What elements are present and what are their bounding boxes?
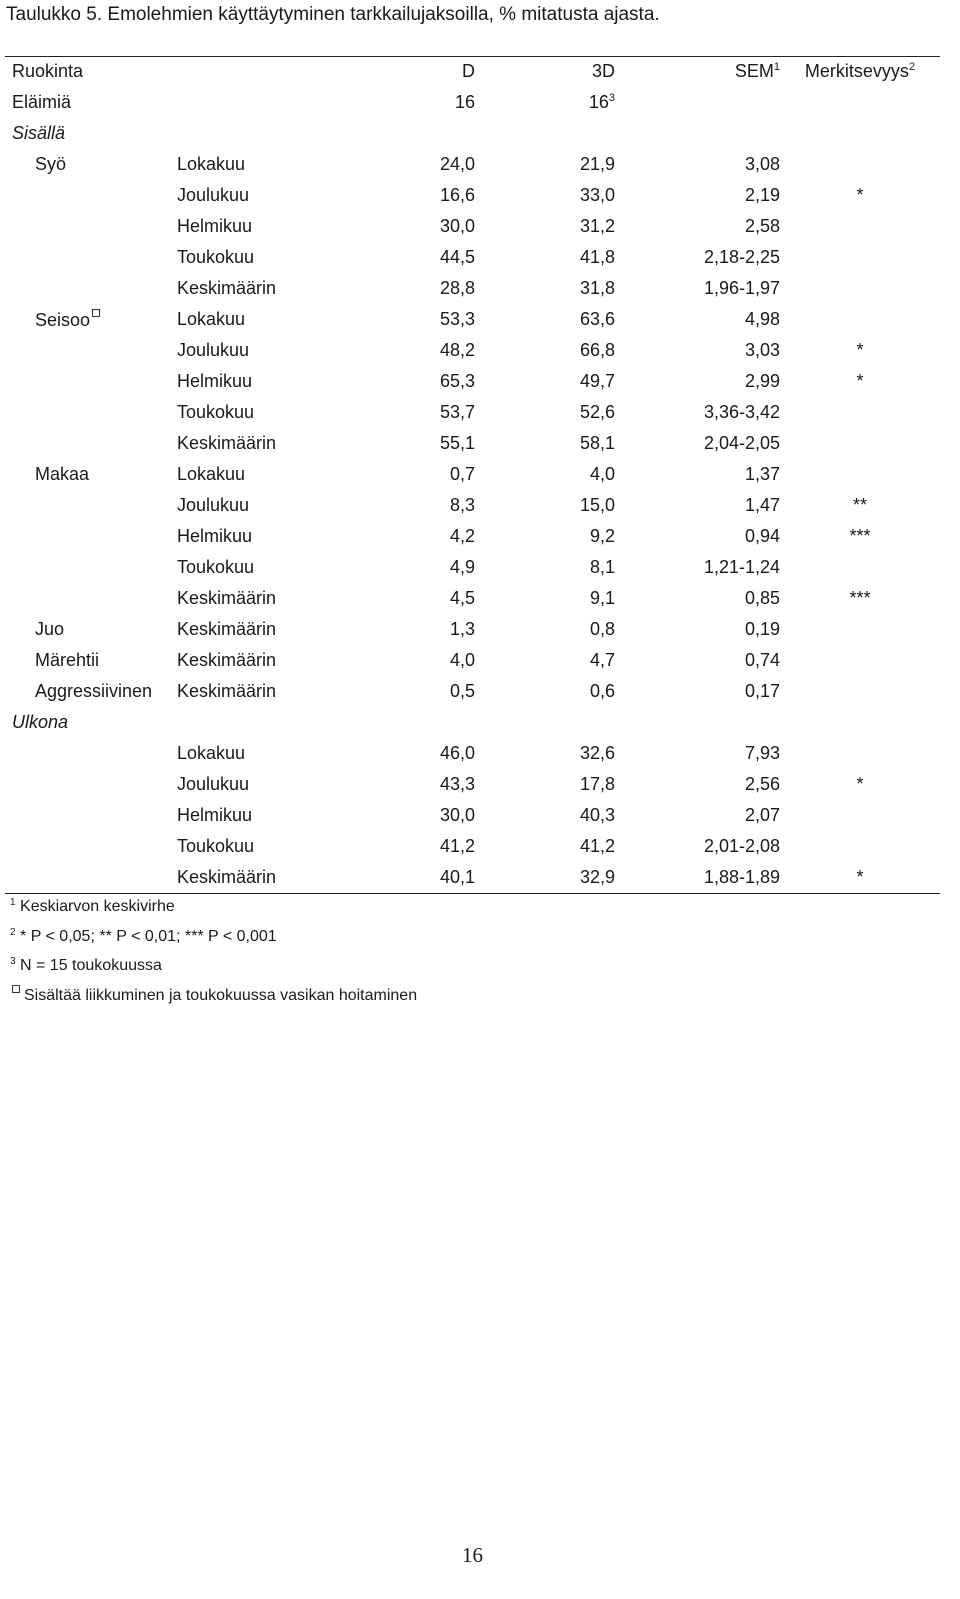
3d-value: 21,9 xyxy=(579,154,615,174)
3d-value: 52,6 xyxy=(579,402,615,422)
significance-value xyxy=(780,645,940,676)
3d-value: 4,0 xyxy=(589,464,615,484)
header-ruokinta: Ruokinta xyxy=(12,61,84,81)
3d-value: 8,1 xyxy=(589,557,615,577)
month-cell: Lokakuu xyxy=(177,154,246,174)
d-value: 46,0 xyxy=(439,743,475,763)
d-value: 4,9 xyxy=(449,557,475,577)
sem-value: 2,01-2,08 xyxy=(703,836,780,856)
table-row xyxy=(5,552,940,583)
3d-value: 31,2 xyxy=(579,216,615,236)
table-row xyxy=(5,149,940,180)
d-value: 48,2 xyxy=(439,340,475,360)
sem-value: 3,36-3,42 xyxy=(703,402,780,422)
significance-value xyxy=(780,800,940,831)
significance-value: ** xyxy=(852,495,867,515)
d-value: 41,2 xyxy=(439,836,475,856)
table-row xyxy=(5,645,940,676)
month-cell: Toukokuu xyxy=(177,247,255,267)
behaviour-empty xyxy=(5,862,177,893)
3d-value: 9,1 xyxy=(589,588,615,608)
significance-value xyxy=(780,211,940,242)
significance-value xyxy=(780,676,940,707)
behaviour-empty xyxy=(5,738,177,769)
3d-value: 33,0 xyxy=(579,185,615,205)
behaviour-empty xyxy=(5,490,177,521)
sem-value: 1,96-1,97 xyxy=(703,278,780,298)
table-row xyxy=(5,180,940,211)
page-number: 16 xyxy=(462,1543,483,1567)
section-inside-label: Sisällä xyxy=(12,123,66,143)
3d-value: 41,8 xyxy=(579,247,615,267)
sem-value: 0,74 xyxy=(744,650,780,670)
d-value: 43,3 xyxy=(439,774,475,794)
month-cell: Helmikuu xyxy=(177,216,253,236)
section-outside-row xyxy=(5,707,940,738)
footnote-text: * P < 0,05; ** P < 0,01; *** P < 0,001 xyxy=(20,928,277,945)
significance-value xyxy=(780,459,940,490)
sem-value: 1,47 xyxy=(744,495,780,515)
sem-value: 7,93 xyxy=(744,743,780,763)
table-bottom-rule xyxy=(5,893,940,894)
table-row xyxy=(5,676,940,707)
d-value: 16,6 xyxy=(439,185,475,205)
table-row xyxy=(5,366,940,397)
month-cell: Helmikuu xyxy=(177,805,253,825)
month-cell: Keskimäärin xyxy=(177,278,277,298)
behaviour-empty xyxy=(5,769,177,800)
month-cell: Toukokuu xyxy=(177,836,255,856)
footnote-text: N = 15 toukokuussa xyxy=(20,957,162,974)
d-value: 55,1 xyxy=(439,433,475,453)
month-cell: Joulukuu xyxy=(177,340,250,360)
significance-value xyxy=(780,428,940,459)
sem-value: 2,56 xyxy=(744,774,780,794)
table-caption: Taulukko 5. Emolehmien käyttäytyminen tarkkailujaksoilla, % mitatusta ajasta. xyxy=(6,4,660,25)
sem-value: 2,19 xyxy=(744,185,780,205)
significance-value: * xyxy=(856,371,864,391)
behaviour-empty xyxy=(5,521,177,552)
behaviour-table xyxy=(5,56,940,893)
header-merkitsevyys: Merkitsevyys$^2$ xyxy=(804,61,916,81)
animals-3d: $16^3$ xyxy=(588,92,615,112)
3d-value: 17,8 xyxy=(579,774,615,794)
section-outside-label: Ulkona xyxy=(12,712,69,732)
behaviour-label: Aggressiivinen xyxy=(35,681,153,701)
sem-value: 2,18-2,25 xyxy=(703,247,780,267)
sem-value: 3,03 xyxy=(744,340,780,360)
sem-value: 2,04-2,05 xyxy=(703,433,780,453)
3d-value: 4,7 xyxy=(589,650,615,670)
3d-value: 32,6 xyxy=(579,743,615,763)
behaviour-empty xyxy=(5,180,177,211)
footnote-number: 2 xyxy=(10,927,16,938)
behaviour-label: Juo xyxy=(35,619,65,639)
animals-d: 16 xyxy=(454,92,475,112)
sem-value: 2,58 xyxy=(744,216,780,236)
sem-value: 2,07 xyxy=(744,805,780,825)
d-value: 1,3 xyxy=(449,619,475,639)
d-value: 0,7 xyxy=(449,464,475,484)
sem-value: 0,17 xyxy=(744,681,780,701)
d-value: 65,3 xyxy=(439,371,475,391)
month-cell: Keskimäärin xyxy=(177,650,277,670)
month-cell: Joulukuu xyxy=(177,495,250,515)
footnote xyxy=(10,985,417,1006)
d-value: 24,0 xyxy=(439,154,475,174)
behaviour-empty xyxy=(5,335,177,366)
footnote-text: Sisältää liikkuminen ja toukokuussa vasikan hoitaminen xyxy=(24,987,418,1004)
behaviour-label: Märehtii xyxy=(35,650,100,670)
sem-value: 4,98 xyxy=(744,309,780,329)
3d-value: 32,9 xyxy=(579,867,615,887)
d-value: 4,5 xyxy=(449,588,475,608)
sem-value: 0,94 xyxy=(744,526,780,546)
table-row xyxy=(5,304,940,335)
behaviour-label: Syö xyxy=(35,154,67,174)
table-row xyxy=(5,490,940,521)
month-cell: Keskimäärin xyxy=(177,681,277,701)
animals-label: Eläimiä xyxy=(12,92,72,112)
table-row xyxy=(5,335,940,366)
d-value: 44,5 xyxy=(439,247,475,267)
table-row xyxy=(5,862,940,893)
table-row xyxy=(5,769,940,800)
behaviour-empty xyxy=(5,211,177,242)
header-3d: 3D xyxy=(591,61,615,81)
significance-value xyxy=(780,552,940,583)
table-row xyxy=(5,273,940,304)
month-cell: Keskimäärin xyxy=(177,588,277,608)
behaviour-empty xyxy=(5,242,177,273)
behaviour-label: Seisoo xyxy=(5,304,177,335)
table-row xyxy=(5,242,940,273)
sem-value: 0,85 xyxy=(744,588,780,608)
3d-value: 49,7 xyxy=(579,371,615,391)
sem-value: 0,19 xyxy=(744,619,780,639)
table-row xyxy=(5,397,940,428)
behaviour-empty xyxy=(5,366,177,397)
3d-value: 31,8 xyxy=(579,278,615,298)
month-cell: Helmikuu xyxy=(177,371,253,391)
behaviour-empty xyxy=(5,273,177,304)
footnote xyxy=(10,956,162,976)
significance-value: * xyxy=(856,774,864,794)
significance-value xyxy=(780,149,940,180)
significance-value: * xyxy=(856,867,864,887)
table-row xyxy=(5,800,940,831)
sem-value: 2,99 xyxy=(744,371,780,391)
d-value: 28,8 xyxy=(439,278,475,298)
footnote-text: Keskiarvon keskivirhe xyxy=(20,898,175,915)
month-cell: Lokakuu xyxy=(177,464,246,484)
d-value: 30,0 xyxy=(439,805,475,825)
animals-row xyxy=(5,87,940,118)
section-inside-row xyxy=(5,118,940,149)
3d-value: 9,2 xyxy=(589,526,615,546)
behaviour-label: Makaa xyxy=(35,464,90,484)
significance-value xyxy=(780,273,940,304)
behaviour-empty xyxy=(5,552,177,583)
d-value: 53,3 xyxy=(439,309,475,329)
3d-value: 41,2 xyxy=(579,836,615,856)
table-row xyxy=(5,583,940,614)
d-value: 0,5 xyxy=(449,681,475,701)
footnote-number: 3 xyxy=(10,956,16,967)
month-cell: Keskimäärin xyxy=(177,619,277,639)
table-row xyxy=(5,831,940,862)
table-row xyxy=(5,428,940,459)
3d-value: 40,3 xyxy=(579,805,615,825)
behaviour-empty xyxy=(5,583,177,614)
behaviour-empty xyxy=(5,397,177,428)
month-cell: Joulukuu xyxy=(177,185,250,205)
d-value: 30,0 xyxy=(439,216,475,236)
significance-value xyxy=(780,614,940,645)
month-cell: Lokakuu xyxy=(177,309,246,329)
header-sem: SEM$^1$ xyxy=(734,61,780,81)
sem-value: 1,21-1,24 xyxy=(703,557,780,577)
significance-value xyxy=(780,831,940,862)
behaviour-empty xyxy=(5,428,177,459)
footnote xyxy=(10,927,277,947)
header-row xyxy=(5,56,940,87)
d-value: 4,2 xyxy=(449,526,475,546)
sem-value: 3,08 xyxy=(744,154,780,174)
d-value: 53,7 xyxy=(439,402,475,422)
footnote xyxy=(10,897,175,917)
table-row xyxy=(5,211,940,242)
month-cell: Joulukuu xyxy=(177,774,250,794)
table-row xyxy=(5,459,940,490)
significance-value: * xyxy=(856,185,864,205)
significance-value: *** xyxy=(849,588,871,608)
d-value: 40,1 xyxy=(439,867,475,887)
3d-value: 0,6 xyxy=(589,681,615,701)
month-cell: Helmikuu xyxy=(177,526,253,546)
significance-value xyxy=(780,738,940,769)
month-cell: Lokakuu xyxy=(177,743,246,763)
3d-value: 0,8 xyxy=(589,619,615,639)
header-d: D xyxy=(462,61,475,81)
d-value: 8,3 xyxy=(449,495,475,515)
footnote-marker-icon xyxy=(92,309,100,317)
significance-value: *** xyxy=(849,526,871,546)
behaviour-empty xyxy=(5,831,177,862)
sem-value: 1,88-1,89 xyxy=(703,867,780,887)
month-cell: Toukokuu xyxy=(177,402,255,422)
3d-value: 63,6 xyxy=(579,309,615,329)
month-cell: Toukokuu xyxy=(177,557,255,577)
significance-value: * xyxy=(856,340,864,360)
sem-value: 1,37 xyxy=(744,464,780,484)
3d-value: 15,0 xyxy=(579,495,615,515)
significance-value xyxy=(780,242,940,273)
table-row xyxy=(5,738,940,769)
d-value: 4,0 xyxy=(449,650,475,670)
significance-value xyxy=(780,304,940,335)
month-cell: Keskimäärin xyxy=(177,867,277,887)
table-body xyxy=(5,56,940,893)
significance-value xyxy=(780,397,940,428)
table-row xyxy=(5,521,940,552)
3d-value: 66,8 xyxy=(579,340,615,360)
footnote-marker-icon xyxy=(12,985,20,993)
table-row xyxy=(5,614,940,645)
behaviour-empty xyxy=(5,800,177,831)
3d-value: 58,1 xyxy=(579,433,615,453)
footnote-number: 1 xyxy=(10,897,16,908)
month-cell: Keskimäärin xyxy=(177,433,277,453)
